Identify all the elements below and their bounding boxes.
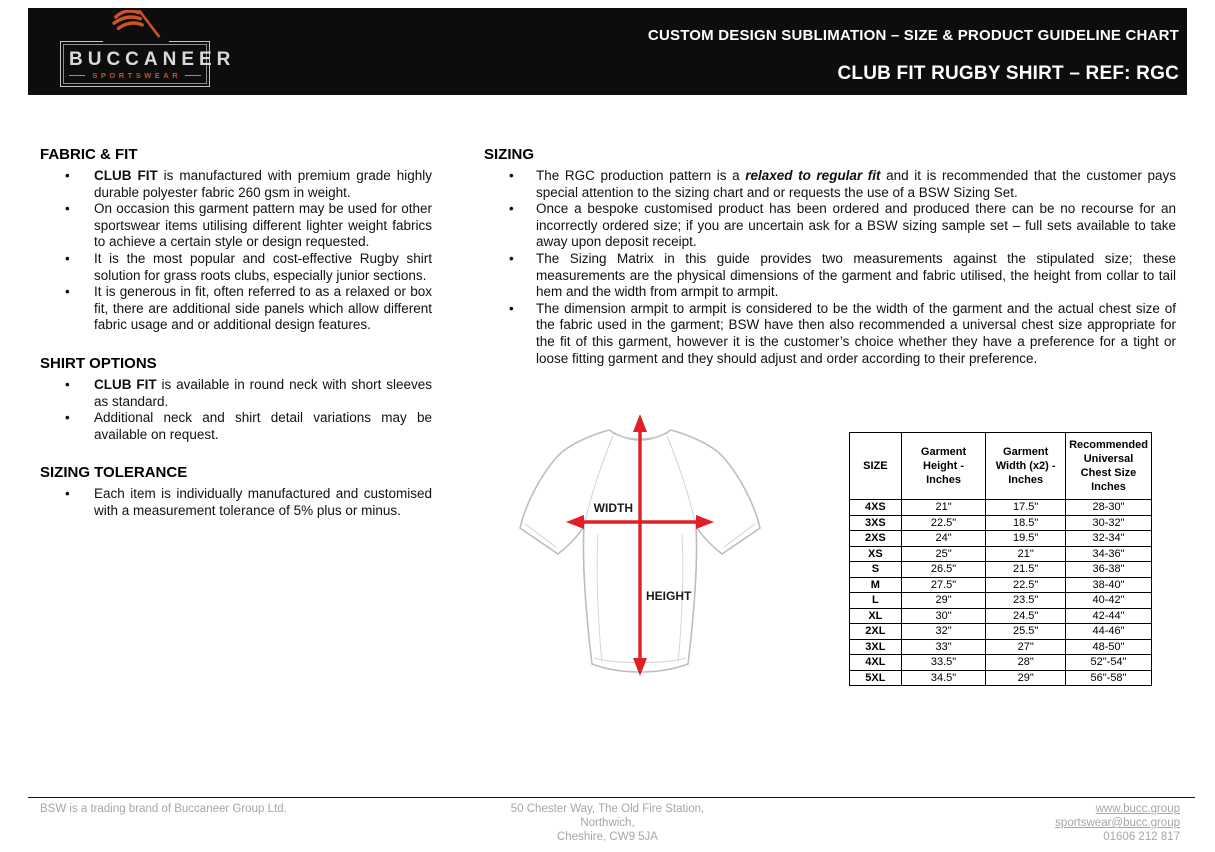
size-cell: M <box>850 577 902 593</box>
value-cell: 56"-58" <box>1065 670 1151 686</box>
table-row <box>850 608 1152 624</box>
footer-address <box>0 802 1215 844</box>
value-cell: 25.5" <box>986 624 1066 640</box>
bullet-item: • Once a bespoke customised product has been ordered and produced there can be no recourse for an incorrectly ordered size; if you are uncertain ask for a BSW sizing sample set – full sets available to take away upon deposit receipt. <box>484 201 1176 251</box>
address-line: 50 Chester Way, The Old Fire Station, <box>510 803 705 815</box>
logo-sub-text: SPORTSWEAR <box>69 71 201 80</box>
size-cell: 4XL <box>850 655 902 671</box>
value-cell: 28" <box>986 655 1066 671</box>
value-cell: 26.5" <box>901 562 986 578</box>
value-cell: 34.5" <box>901 670 986 686</box>
left-column <box>40 146 432 541</box>
value-cell: 24.5" <box>986 608 1066 624</box>
bullet-list <box>40 168 432 334</box>
bullet-item: • The RGC production pattern is a relaxed to regular fit and it is recommended that the customer pays special attention to the sizing chart and or requests the use of a BSW Sizing Set. <box>484 168 1176 201</box>
footer-trading-note: BSW is a trading brand of Buccaneer Group Ltd. <box>40 803 287 815</box>
footer-contact <box>1055 802 1180 844</box>
bullet-item: • The dimension armpit to armpit is considered to be the width of the garment and the actual chest size of the fabric used in the garment; BSW have then also recommended a universal chest size appropriate for the fit of this garment, however it is the customer’s choice whether they have a preference for a tight or loose fitting garment and they should adjust and order according to their preference. <box>484 301 1176 367</box>
bullet-item: • The Sizing Matrix in this guide provides two measurements against the stipulated size; these measurements are the physical dimensions of the garment and fabric utilised, the height from collar to tail hem and the width from armpit to armpit. <box>484 251 1176 301</box>
address-line: Northwich, <box>580 817 635 829</box>
bullet-item: • It is generous in fit, often referred to as a relaxed or box fit, there are additional side panels which allow different fabric usage and or additional design features. <box>40 284 432 334</box>
value-cell: 17.5" <box>986 500 1066 516</box>
bullet-list <box>484 168 1176 367</box>
value-cell: 33" <box>901 639 986 655</box>
value-cell: 29" <box>986 670 1066 686</box>
value-cell: 22.5" <box>986 577 1066 593</box>
value-cell: 42-44" <box>1065 608 1151 624</box>
table-row <box>850 562 1152 578</box>
value-cell: 27" <box>986 639 1066 655</box>
size-cell: 2XS <box>850 531 902 547</box>
value-cell: 23.5" <box>986 593 1066 609</box>
section-heading-sizing: SIZING <box>484 146 535 163</box>
footer-phone: 01606 212 817 <box>1103 831 1180 843</box>
footer-divider <box>28 797 1195 798</box>
bullet-list <box>40 377 432 443</box>
section-heading: SHIRT OPTIONS <box>40 354 157 372</box>
value-cell: 30" <box>901 608 986 624</box>
table-row <box>850 515 1152 531</box>
size-chart-table <box>849 432 1152 686</box>
section-sizing-tolerance <box>40 464 432 519</box>
value-cell: 29" <box>901 593 986 609</box>
bullet-list <box>40 486 432 519</box>
table-row <box>850 500 1152 516</box>
size-cell: 3XS <box>850 515 902 531</box>
value-cell: 25" <box>901 546 986 562</box>
table-row <box>850 670 1152 686</box>
logo-frame <box>60 41 236 87</box>
buccaneer-logo <box>60 12 236 92</box>
value-cell: 18.5" <box>986 515 1066 531</box>
section-shirt-options <box>40 355 432 443</box>
value-cell: 44-46" <box>1065 624 1151 640</box>
flag-icon <box>103 10 169 43</box>
value-cell: 19.5" <box>986 531 1066 547</box>
value-cell: 48-50" <box>1065 639 1151 655</box>
column-header: Garment Width (x2) - Inches <box>986 433 1066 500</box>
size-cell: L <box>850 593 902 609</box>
document-title: CUSTOM DESIGN SUBLIMATION – SIZE & PRODUCT GUIDELINE CHART <box>647 27 1179 44</box>
table-row <box>850 639 1152 655</box>
table-row <box>850 577 1152 593</box>
section-heading: SIZING TOLERANCE <box>40 464 188 482</box>
table-header-row <box>850 433 1152 500</box>
section-fabric-fit <box>40 146 432 334</box>
table-row <box>850 546 1152 562</box>
value-cell: 32" <box>901 624 986 640</box>
footer-link[interactable]: www.bucc.group <box>1095 803 1180 815</box>
logo-brand-text: BUCCANEER <box>69 49 236 70</box>
value-cell: 24" <box>901 531 986 547</box>
size-cell: 3XL <box>850 639 902 655</box>
address-line: Cheshire, CW9 5JA <box>557 831 658 843</box>
column-header: Garment Height - Inches <box>901 433 986 500</box>
size-cell: 2XL <box>850 624 902 640</box>
size-cell: XL <box>850 608 902 624</box>
table-row <box>850 655 1152 671</box>
width-label: WIDTH <box>593 501 633 515</box>
size-cell: XS <box>850 546 902 562</box>
column-header: Recommended Universal Chest Size Inches <box>1065 433 1151 500</box>
value-cell: 33.5" <box>901 655 986 671</box>
value-cell: 21.5" <box>986 562 1066 578</box>
product-title: CLUB FIT RUGBY SHIRT – REF: RGC <box>837 63 1179 84</box>
value-cell: 32-34" <box>1065 531 1151 547</box>
table-row <box>850 531 1152 547</box>
value-cell: 21" <box>986 546 1066 562</box>
column-header: SIZE <box>850 433 902 500</box>
value-cell: 27.5" <box>901 577 986 593</box>
bullet-item: • It is the most popular and cost-effective Rugby shirt solution for grass roots clubs, especially junior sections. <box>40 251 432 284</box>
bullet-item: • On occasion this garment pattern may be used for other sportswear items utilising different lighter weight fabrics to achieve a certain style or design requested. <box>40 201 432 251</box>
value-cell: 40-42" <box>1065 593 1151 609</box>
size-cell: 5XL <box>850 670 902 686</box>
value-cell: 30-32" <box>1065 515 1151 531</box>
height-label: HEIGHT <box>646 589 692 603</box>
bullet-item: • Each item is individually manufactured and customised with a measurement tolerance of 5% plus or minus. <box>40 486 432 519</box>
value-cell: 38-40" <box>1065 577 1151 593</box>
section-heading: FABRIC & FIT <box>40 146 138 163</box>
footer-link[interactable]: sportswear@bucc.group <box>1055 817 1180 829</box>
size-cell: 4XS <box>850 500 902 516</box>
value-cell: 36-38" <box>1065 562 1151 578</box>
bullet-item: • CLUB FIT is available in round neck with short sleeves as standard. <box>40 377 432 410</box>
header-bar <box>28 8 1187 95</box>
size-cell: S <box>850 562 902 578</box>
table-row <box>850 593 1152 609</box>
value-cell: 34-36" <box>1065 546 1151 562</box>
value-cell: 52"-54" <box>1065 655 1151 671</box>
bullet-item: • CLUB FIT is manufactured with premium grade highly durable polyester fabric 260 gsm in weight. <box>40 168 432 201</box>
value-cell: 22.5" <box>901 515 986 531</box>
table-row <box>850 624 1152 640</box>
value-cell: 21" <box>901 500 986 516</box>
shirt-diagram <box>512 412 768 688</box>
bullet-item: • Additional neck and shirt detail variations may be available on request. <box>40 410 432 443</box>
value-cell: 28-30" <box>1065 500 1151 516</box>
sizing-section <box>484 146 1176 367</box>
